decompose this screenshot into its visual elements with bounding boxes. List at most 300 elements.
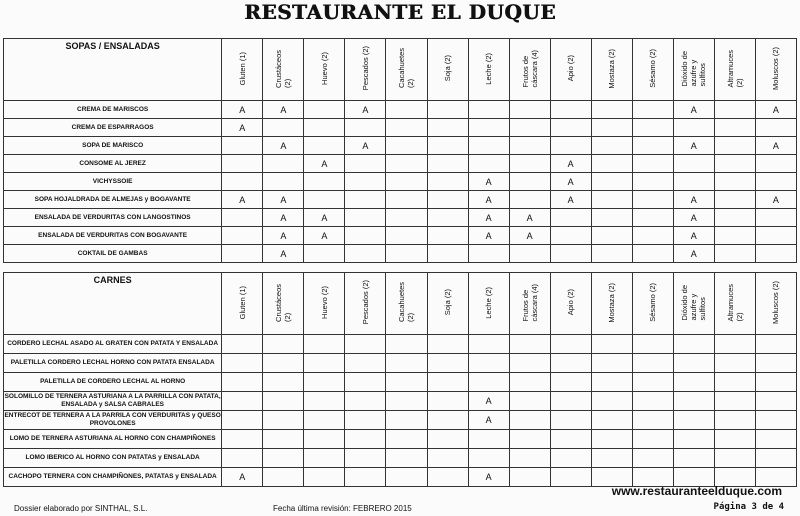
allergen-label: Moluscos (2) <box>771 281 781 324</box>
allergen-mark <box>386 468 427 487</box>
allergen-mark: A <box>263 209 304 227</box>
allergen-header <box>550 39 591 101</box>
allergen-mark <box>386 392 427 411</box>
allergen-mark <box>345 119 386 137</box>
allergen-mark <box>386 173 427 191</box>
allergen-mark: A <box>468 191 509 209</box>
section-title: CARNES <box>4 273 222 335</box>
allergen-mark <box>427 173 468 191</box>
allergen-header <box>591 39 632 101</box>
allergen-mark <box>509 354 550 373</box>
allergen-mark: A <box>550 173 591 191</box>
allergen-mark <box>755 335 796 354</box>
allergen-label: Dióxido de azufre y sulfitos <box>680 50 708 87</box>
allergen-mark <box>550 101 591 119</box>
allergen-mark <box>632 335 673 354</box>
table-row <box>4 119 797 137</box>
allergen-mark: A <box>263 191 304 209</box>
allergen-mark: A <box>673 245 714 263</box>
allergen-header <box>591 273 632 335</box>
website-link[interactable]: www.restauranteelduque.com <box>611 484 782 498</box>
allergen-label: Apio (2) <box>566 289 576 316</box>
allergen-mark <box>468 155 509 173</box>
allergen-mark <box>304 335 345 354</box>
allergen-header <box>345 39 386 101</box>
allergen-mark <box>550 119 591 137</box>
dish-name: COKTAIL DE GAMBAS <box>4 245 222 263</box>
allergen-mark <box>263 449 304 468</box>
allergen-mark <box>755 373 796 392</box>
allergen-header <box>386 39 427 101</box>
allergen-mark <box>632 354 673 373</box>
allergen-mark <box>304 430 345 449</box>
allergen-mark <box>714 101 755 119</box>
allergen-mark <box>632 137 673 155</box>
allergen-mark <box>673 411 714 430</box>
allergen-mark <box>509 119 550 137</box>
allergen-mark <box>591 155 632 173</box>
allergen-mark <box>386 209 427 227</box>
allergen-header <box>222 39 263 101</box>
dish-name: SOLOMILLO DE TERNERA ASTURIANA A LA PARRILLA CON PATATA, ENSALADA y SALSA CABRALES <box>4 392 222 411</box>
header-row <box>4 273 797 335</box>
allergen-mark <box>345 449 386 468</box>
allergen-label: Altramuces (2) <box>725 283 744 322</box>
allergen-header <box>263 39 304 101</box>
allergen-header <box>345 273 386 335</box>
allergen-mark: A <box>468 411 509 430</box>
allergen-mark <box>509 392 550 411</box>
allergen-mark <box>304 392 345 411</box>
allergen-mark <box>632 155 673 173</box>
allergen-mark <box>386 119 427 137</box>
table-row <box>4 449 797 468</box>
allergen-label: Leche (2) <box>484 52 494 85</box>
allergen-mark <box>427 155 468 173</box>
allergen-mark <box>427 101 468 119</box>
allergen-header <box>427 39 468 101</box>
allergen-mark: A <box>550 191 591 209</box>
allergen-mark <box>509 173 550 191</box>
allergen-mark <box>591 392 632 411</box>
allergen-mark <box>509 468 550 487</box>
allergen-mark <box>222 245 263 263</box>
allergen-mark <box>263 373 304 392</box>
allergen-mark <box>673 430 714 449</box>
dish-name: CONSOME AL JEREZ <box>4 155 222 173</box>
allergen-label: Leche (2) <box>484 286 494 319</box>
allergen-mark <box>755 449 796 468</box>
allergen-mark <box>345 430 386 449</box>
allergen-mark <box>591 119 632 137</box>
allergen-mark <box>345 411 386 430</box>
allergen-mark: A <box>509 209 550 227</box>
allergen-label: Sésamo (2) <box>648 49 658 88</box>
table-row <box>4 430 797 449</box>
allergen-mark <box>673 449 714 468</box>
allergen-label: Apio (2) <box>566 55 576 82</box>
allergen-mark <box>222 449 263 468</box>
allergen-mark <box>550 392 591 411</box>
allergen-label: Sésamo (2) <box>648 283 658 322</box>
allergen-header <box>222 273 263 335</box>
allergen-mark <box>714 449 755 468</box>
allergen-mark <box>468 335 509 354</box>
allergen-mark <box>468 245 509 263</box>
allergen-mark <box>714 430 755 449</box>
allergen-header <box>509 39 550 101</box>
allergen-mark <box>386 430 427 449</box>
allergen-mark: A <box>468 173 509 191</box>
allergen-mark <box>714 245 755 263</box>
allergen-label: Huevo (2) <box>319 52 329 85</box>
allergen-mark <box>304 137 345 155</box>
allergen-mark: A <box>263 245 304 263</box>
allergen-header <box>509 273 550 335</box>
allergen-mark <box>755 209 796 227</box>
allergen-mark <box>673 155 714 173</box>
allergen-mark <box>304 101 345 119</box>
revision-date: Fecha última revisión: FEBRERO 2015 <box>273 504 412 513</box>
allergen-mark: A <box>468 209 509 227</box>
allergen-mark <box>263 468 304 487</box>
allergen-label: Moluscos (2) <box>771 47 781 90</box>
allergen-mark: A <box>673 209 714 227</box>
allergen-mark <box>222 227 263 245</box>
allergen-mark <box>427 430 468 449</box>
allergen-mark <box>386 449 427 468</box>
allergen-mark <box>304 245 345 263</box>
allergen-header <box>714 273 755 335</box>
allergen-mark <box>304 411 345 430</box>
allergen-mark <box>263 173 304 191</box>
allergen-mark <box>755 173 796 191</box>
allergen-mark <box>222 373 263 392</box>
allergen-mark <box>386 101 427 119</box>
allergen-mark: A <box>755 101 796 119</box>
dish-name: CREMA DE MARISCOS <box>4 101 222 119</box>
allergen-mark: A <box>222 101 263 119</box>
allergen-mark <box>755 354 796 373</box>
allergen-label: Soja (2) <box>443 289 453 316</box>
allergen-mark: A <box>222 191 263 209</box>
allergen-mark <box>509 155 550 173</box>
dish-name: CREMA DE ESPARRAGOS <box>4 119 222 137</box>
allergen-mark <box>591 335 632 354</box>
allergen-mark <box>263 354 304 373</box>
dish-name: VICHYSSOIE <box>4 173 222 191</box>
allergen-mark <box>509 430 550 449</box>
allergen-label: Cacahuetes (2) <box>397 48 416 89</box>
allergen-mark: A <box>304 155 345 173</box>
allergen-mark <box>386 227 427 245</box>
allergen-mark: A <box>222 468 263 487</box>
table-row <box>4 335 797 354</box>
allergen-mark <box>468 354 509 373</box>
allergen-mark <box>550 430 591 449</box>
allergen-mark <box>714 209 755 227</box>
dish-name: ENSALADA DE VERDURITAS CON LANGOSTINOS <box>4 209 222 227</box>
dish-name: LOMO DE TERNERA ASTURIANA AL HORNO CON CHAMPIÑONES <box>4 430 222 449</box>
table-row <box>4 209 797 227</box>
section-title: SOPAS / ENSALADAS <box>4 39 222 101</box>
allergen-mark <box>427 411 468 430</box>
allergen-mark <box>386 155 427 173</box>
allergen-label: Huevo (2) <box>319 286 329 319</box>
allergen-label: Pescados (2) <box>360 46 370 91</box>
allergen-label: Mostaza (2) <box>607 48 617 89</box>
allergen-mark <box>427 209 468 227</box>
allergen-mark <box>345 354 386 373</box>
allergen-mark: A <box>755 191 796 209</box>
allergen-header <box>714 39 755 101</box>
allergen-mark <box>632 449 673 468</box>
allergen-mark <box>222 354 263 373</box>
allergen-label: Gluten (1) <box>237 285 247 320</box>
header-row <box>4 39 797 101</box>
table-row <box>4 173 797 191</box>
allergen-mark <box>263 155 304 173</box>
allergen-mark: A <box>345 101 386 119</box>
allergen-mark <box>427 227 468 245</box>
allergen-mark <box>632 245 673 263</box>
allergen-mark <box>222 392 263 411</box>
allergen-mark: A <box>263 137 304 155</box>
allergen-header <box>673 39 714 101</box>
allergen-label: Crustáceos (2) <box>274 283 293 322</box>
allergen-mark <box>222 209 263 227</box>
allergen-mark <box>632 373 673 392</box>
allergen-mark <box>550 354 591 373</box>
allergen-mark <box>345 245 386 263</box>
allergen-mark <box>550 468 591 487</box>
page-title: RESTAURANTE EL DUQUE <box>244 0 556 24</box>
allergen-mark <box>550 373 591 392</box>
allergen-mark: A <box>304 227 345 245</box>
allergen-mark <box>714 354 755 373</box>
allergen-header <box>632 39 673 101</box>
allergen-label: Gluten (1) <box>237 51 247 86</box>
allergen-header <box>304 273 345 335</box>
allergen-mark: A <box>345 137 386 155</box>
allergen-mark <box>427 119 468 137</box>
allergen-mark <box>673 119 714 137</box>
allergen-mark <box>263 119 304 137</box>
allergen-mark <box>632 173 673 191</box>
table-row <box>4 392 797 411</box>
allergen-mark <box>345 373 386 392</box>
soups-salads-allergen-table <box>3 38 797 263</box>
allergen-mark <box>345 468 386 487</box>
allergen-mark <box>550 449 591 468</box>
allergen-mark <box>591 101 632 119</box>
allergen-mark: A <box>263 227 304 245</box>
allergen-header <box>550 273 591 335</box>
allergen-header <box>632 273 673 335</box>
table-row <box>4 101 797 119</box>
allergen-mark <box>386 335 427 354</box>
allergen-mark <box>673 354 714 373</box>
allergen-mark <box>755 245 796 263</box>
allergen-mark <box>550 411 591 430</box>
allergen-mark <box>591 209 632 227</box>
allergen-mark <box>345 392 386 411</box>
allergen-mark <box>714 227 755 245</box>
dish-name: PALETILLA DE CORDERO LECHAL AL HORNO <box>4 373 222 392</box>
allergen-mark <box>304 119 345 137</box>
allergen-mark <box>632 411 673 430</box>
allergen-mark <box>263 335 304 354</box>
allergen-mark <box>345 209 386 227</box>
allergen-mark <box>673 335 714 354</box>
allergen-mark <box>714 373 755 392</box>
allergen-mark <box>714 137 755 155</box>
dossier-credit: Dossier elaborado por SINTHAL, S.L. <box>14 504 148 513</box>
allergen-label: Altramuces (2) <box>725 49 744 88</box>
allergen-mark: A <box>673 101 714 119</box>
allergen-mark <box>427 392 468 411</box>
allergen-mark <box>468 101 509 119</box>
allergen-mark: A <box>222 119 263 137</box>
allergen-mark <box>468 137 509 155</box>
allergen-mark <box>632 209 673 227</box>
allergen-mark <box>714 392 755 411</box>
allergen-mark <box>755 392 796 411</box>
allergen-mark <box>755 430 796 449</box>
allergen-mark <box>468 373 509 392</box>
allergen-mark <box>304 191 345 209</box>
allergen-mark <box>386 373 427 392</box>
allergen-header <box>755 39 796 101</box>
allergen-mark <box>427 191 468 209</box>
dish-name: ENSALADA DE VERDURITAS CON BOGAVANTE <box>4 227 222 245</box>
allergen-mark <box>222 137 263 155</box>
allergen-mark <box>222 411 263 430</box>
allergen-mark <box>591 373 632 392</box>
allergen-mark <box>550 335 591 354</box>
allergen-mark <box>304 173 345 191</box>
allergen-mark <box>509 191 550 209</box>
table-row <box>4 354 797 373</box>
allergen-mark: A <box>673 191 714 209</box>
allergen-mark <box>345 227 386 245</box>
allergen-label: Mostaza (2) <box>607 282 617 323</box>
allergen-mark <box>632 392 673 411</box>
allergen-mark <box>304 449 345 468</box>
table-row <box>4 227 797 245</box>
allergen-mark <box>304 373 345 392</box>
allergen-mark: A <box>468 392 509 411</box>
allergen-mark <box>386 245 427 263</box>
allergen-mark <box>714 411 755 430</box>
allergen-label: Crustáceos (2) <box>274 49 293 88</box>
allergen-mark <box>755 155 796 173</box>
allergen-mark <box>427 245 468 263</box>
allergen-mark <box>591 191 632 209</box>
allergen-mark: A <box>550 155 591 173</box>
allergen-mark <box>427 449 468 468</box>
allergen-mark: A <box>304 209 345 227</box>
allergen-mark <box>714 119 755 137</box>
allergen-mark <box>591 449 632 468</box>
allergen-mark <box>714 173 755 191</box>
allergen-mark <box>427 373 468 392</box>
allergen-mark <box>632 227 673 245</box>
allergen-mark <box>509 245 550 263</box>
dish-name: CORDERO LECHAL ASADO AL GRATEN CON PATATA Y ENSALADA <box>4 335 222 354</box>
allergen-header <box>673 273 714 335</box>
table-row <box>4 373 797 392</box>
allergen-header <box>755 273 796 335</box>
allergen-mark <box>755 119 796 137</box>
allergen-header <box>468 273 509 335</box>
allergen-mark <box>386 411 427 430</box>
allergen-mark <box>427 354 468 373</box>
table-row <box>4 137 797 155</box>
allergen-header <box>386 273 427 335</box>
allergen-mark <box>304 468 345 487</box>
allergen-mark <box>427 468 468 487</box>
allergen-mark <box>591 245 632 263</box>
dish-name: SOPA HOJALDRADA DE ALMEJAS y BOGAVANTE <box>4 191 222 209</box>
allergen-header <box>263 273 304 335</box>
allergen-mark <box>468 430 509 449</box>
allergen-mark <box>427 137 468 155</box>
dish-name: PALETILLA CORDERO LECHAL HORNO CON PATATA ENSALADA <box>4 354 222 373</box>
dish-name: SOPA DE MARISCO <box>4 137 222 155</box>
allergen-mark <box>386 354 427 373</box>
allergen-mark: A <box>468 468 509 487</box>
dish-name: CACHOPO TERNERA CON CHAMPIÑONES, PATATAS y ENSALADA <box>4 468 222 487</box>
table-row <box>4 155 797 173</box>
allergen-mark <box>673 173 714 191</box>
allergen-mark <box>632 191 673 209</box>
allergen-mark <box>427 335 468 354</box>
allergen-mark <box>222 335 263 354</box>
allergen-mark: A <box>673 137 714 155</box>
allergen-mark <box>222 155 263 173</box>
allergen-mark <box>550 245 591 263</box>
allergen-mark <box>714 335 755 354</box>
allergen-header <box>468 39 509 101</box>
allergen-mark <box>673 373 714 392</box>
page-number: Página 3 de 4 <box>713 502 784 512</box>
allergen-mark <box>509 449 550 468</box>
allergen-mark <box>550 227 591 245</box>
allergen-mark <box>509 373 550 392</box>
allergen-mark <box>755 411 796 430</box>
allergen-label: Dióxido de azufre y sulfitos <box>680 284 708 321</box>
allergen-mark <box>509 137 550 155</box>
allergen-mark <box>263 392 304 411</box>
allergen-mark <box>304 354 345 373</box>
allergen-mark <box>714 155 755 173</box>
allergen-mark <box>591 411 632 430</box>
allergen-mark <box>263 411 304 430</box>
table-row <box>4 245 797 263</box>
allergen-header <box>427 273 468 335</box>
allergen-label: Soja (2) <box>443 55 453 82</box>
allergen-mark <box>468 119 509 137</box>
table-row <box>4 411 797 430</box>
allergen-mark <box>632 119 673 137</box>
allergen-mark: A <box>755 137 796 155</box>
allergen-mark <box>509 101 550 119</box>
allergen-mark <box>714 191 755 209</box>
allergen-mark <box>222 173 263 191</box>
allergen-label: Cacahuetes (2) <box>397 282 416 323</box>
allergen-label: Frutos de cáscara (4) <box>520 49 539 88</box>
